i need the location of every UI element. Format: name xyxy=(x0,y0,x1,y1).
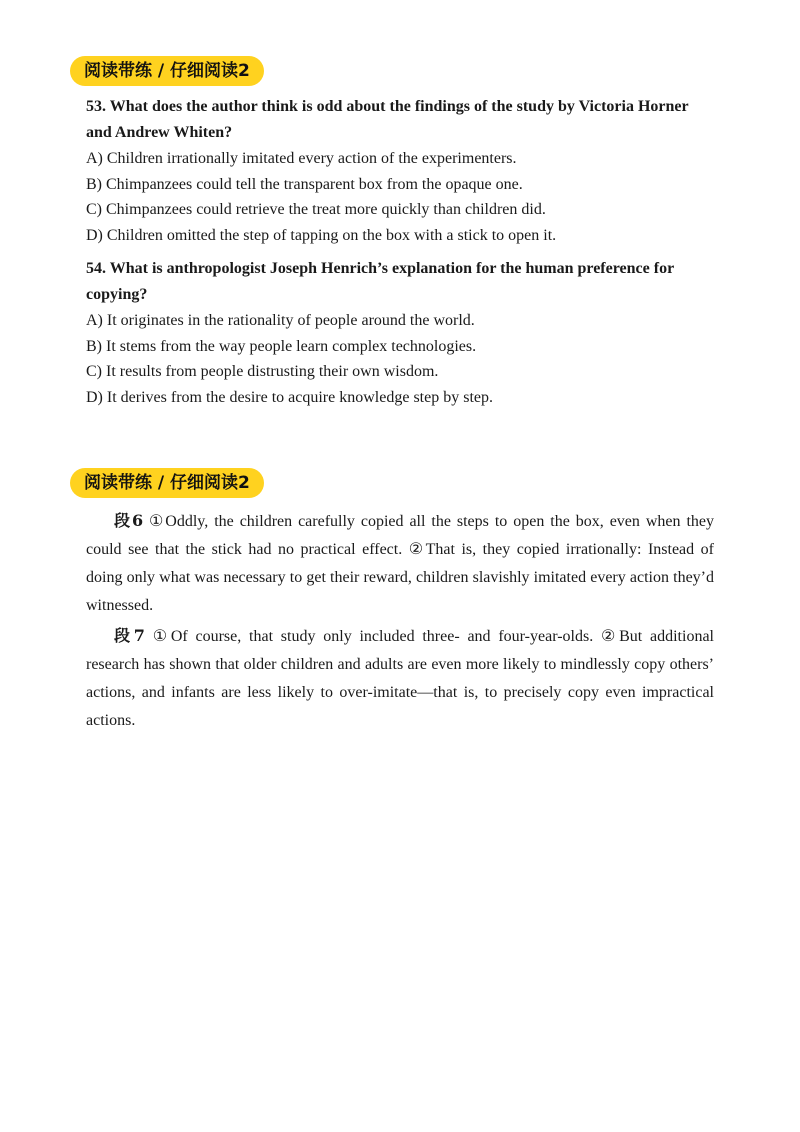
option-c: C) Chimpanzees could retrieve the treat more quickly than children did. xyxy=(86,201,546,218)
paragraph-6 xyxy=(86,507,714,620)
paragraph-text: ①Of course, that study only included three- and four-year-olds. ②But additional research has shown that older children and adults are even more likely to mindlessly copy others’ actions, and infants are less likely to over-imitate—that is, to precisely copy even impractical actions. xyxy=(86,628,714,729)
option-c: C) It results from people distrusting their own wisdom. xyxy=(86,363,439,380)
option-b: B) It stems from the way people learn complex technologies. xyxy=(86,337,477,355)
paragraph-marker: 段6 xyxy=(114,511,144,530)
paragraph-7 xyxy=(86,622,714,735)
question-54 xyxy=(86,256,716,410)
paragraph-marker: 段7 xyxy=(114,626,145,645)
option-b: B) Chimpanzees could tell the transparent box from the opaque one. xyxy=(86,175,523,193)
option-a: A) Children irrationally imitated every action of the experimenters. xyxy=(86,150,517,167)
section-tag-reading-practice: 阅读带练 / 仔细阅读2 xyxy=(70,468,264,498)
question-53 xyxy=(86,94,716,248)
option-a: A) It originates in the rationality of people around the world. xyxy=(86,312,475,329)
option-d: D) It derives from the desire to acquire knowledge step by step. xyxy=(86,388,493,406)
question-stem: 54. What is anthropologist Joseph Henrich’s explanation for the human preference for copying? xyxy=(86,260,674,303)
option-d: D) Children omitted the step of tapping on the box with a stick to open it. xyxy=(86,226,557,244)
paragraph-text: ①Oddly, the children carefully copied all the steps to open the box, even when they could see that the stick had no practical effect. ②That is, they copied irrationally: Instead of doing only what was necessary to get their reward, children slavishly imitated every action they’d witnessed. xyxy=(86,513,714,614)
section-tag-reading-practice: 阅读带练 / 仔细阅读2 xyxy=(70,56,264,86)
question-stem: 53. What does the author think is odd about the findings of the study by Victoria Horner and Andrew Whiten? xyxy=(86,98,689,141)
